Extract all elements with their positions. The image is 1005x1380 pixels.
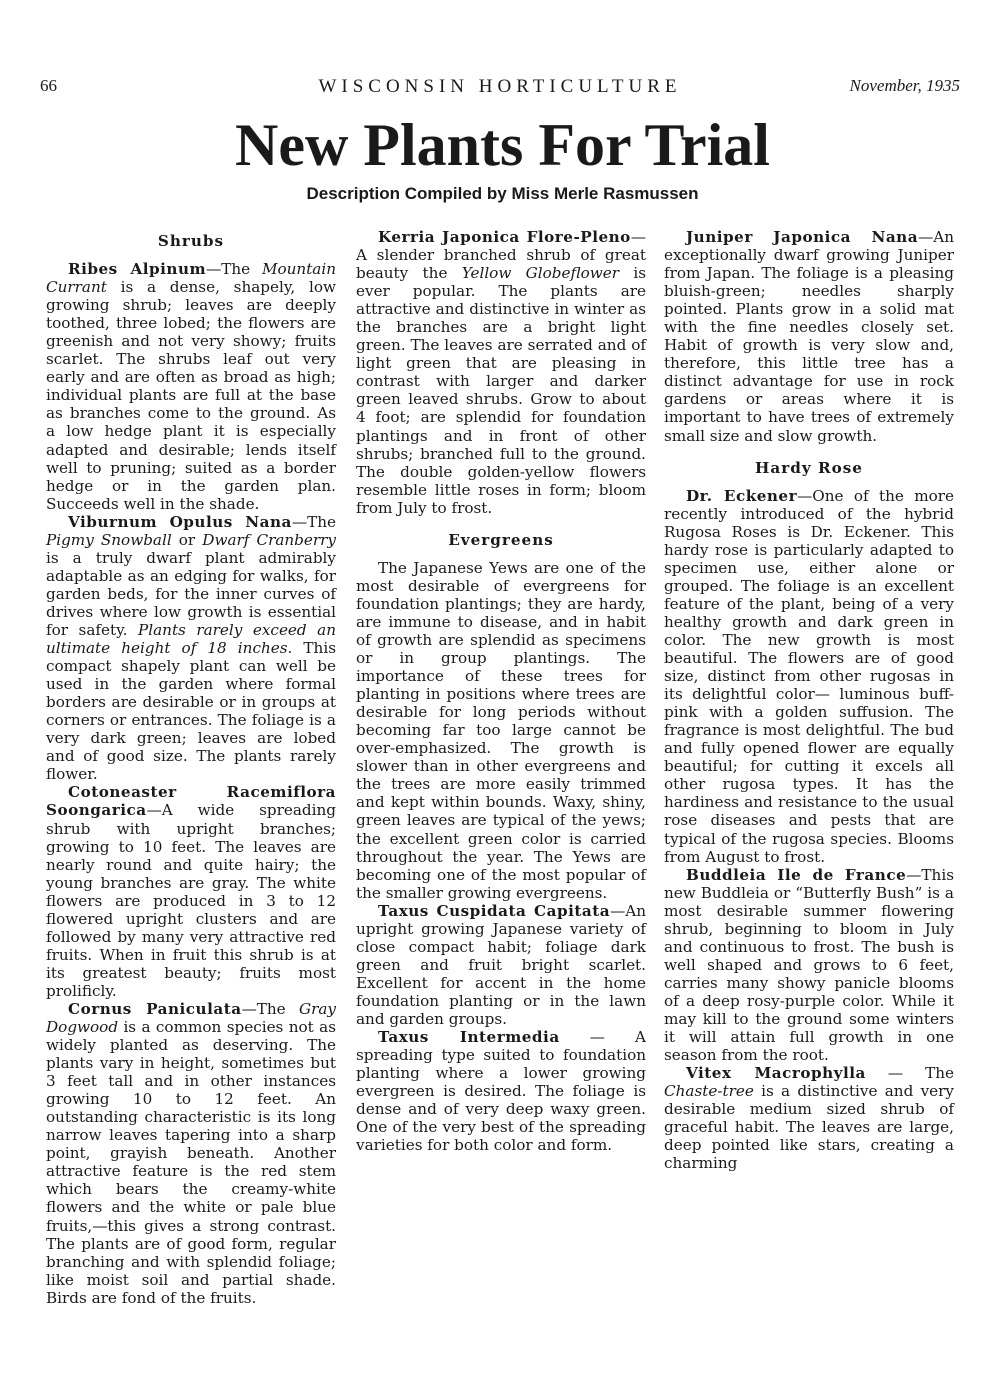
entry-lead: Taxus Cuspidata Capitata	[378, 901, 611, 920]
entry-viburnum: Viburnum Opulus Nana—The Pigmy Snowball or Dwarf Cranberry is a truly dwarf plant admirably adaptable as an edging for walks, for garden beds, for the inner curves of drives where low growth is essential for safety. Plants rarely exceed an ultimate height of 18 inches. This compact shapely plant can well be used in the garden where formal borders are desirable or in groups at corners or entrances. The foliage is a very dark green; leaves are lobed and of good size. The plants rarely flower.	[46, 512, 336, 784]
entry-lead: Kerria Japonica Flore-Pleno	[378, 228, 631, 246]
column-3	[664, 228, 954, 1348]
entry-lead: Ribes Alpinum	[68, 260, 207, 279]
entry-vitex: Vitex Macrophylla — The Chaste-tree is a distinctive and very desirable medium sized shrub of graceful habit. The leaves are large, deep pointed like stars, creating a charming	[664, 1064, 954, 1173]
entry-juniper: Juniper Japonica Nana—An exceptionally dwarf growing Juniper from Japan. The foliage is a pleasing bluish-green; needles sharply pointed. Plants grow in a solid mat with the fine needles closely set. Habit of growth is very slow and, therefore, this little tree has a distinct advantage for use in rock gardens or areas where it is important to have trees of extremely small size and slow growth.	[664, 228, 954, 445]
byline: Description Compiled by Miss Merle Rasmussen	[306, 184, 699, 203]
entry-ribes: Ribes Alpinum—The Mountain Currant is a dense, shapely, low growing shrub; leaves are deeply toothed, three lobed; the flowers are greenish and not very showy; fruits scarlet. The shrubs leaf out very early and are often as broad as high; individual plants are full at the base as branches come to the ground. As a low hedge plant it is especially adapted and desirable; lends itself well to pruning; suited as a border hedge or in the garden plan. Succeeds well in the shade.	[46, 260, 336, 513]
entry-lead: Dr. Eckener	[686, 486, 798, 505]
entry-lead: Juniper Japonica Nana	[686, 228, 919, 246]
entry-lead: Viburnum Opulus Nana	[68, 512, 292, 531]
entry-lead: Vitex Macrophylla	[686, 1064, 866, 1083]
entry-cornus: Cornus Paniculata—The Gray Dogwood is a common species not as widely planted as deserving. The plants vary in height, sometimes but 3 feet tall and in other instances growing 10 to 12 feet. An outstanding characteristic is its long narrow leaves tapering into a sharp point, grayish beneath. Another attractive feature is the red stem which bears the creamy-white flowers and the white or pale blue fruits,—this gives a strong contrast. The plants are of good form, regular branching and with splendid foliage; like moist soil and partial shade. Birds are fond of the fruits.	[46, 999, 337, 1307]
entry-lead: Cotoneaster Racemiflora Soongarica	[46, 783, 336, 820]
entry-buddleia: Buddleia Ile de France—This new Buddleia or “Butterfly Bush” is a most desirable summer flowering shrub, beginning to bloom in July and continuous to frost. The bush is well shaped and grows to 6 feet, carries many showy panicle blooms of a deep rosy-purple color. While it may kill to the ground some winters it will attain full growth in one season from the root.	[664, 865, 954, 1065]
entry-eckener: Dr. Eckener—One of the more recently introduced of the hybrid Rugosa Roses is Dr. Eckener. This hardy rose is particularly adapted to specimen use, either alone or grouped. The foliage is an excellent feature of the plant, being of a very healthy growth and dark green in color. The new growth is most beautiful. The flowers are of good size, distinct from other rugosas in its delightful color— luminous buff-pink with a golden suffusion. The fragrance is most delightful. The bud and fully opened flower are equally beautiful; for cutting it excels all other rugosa types. It has the hardiness and resistance to the usual rose diseases and pests that are typical of the rugosa species. Blooms from August to frost.	[664, 486, 954, 866]
common-name: Chaste-tree	[664, 1082, 754, 1101]
common-name: Dwarf Cranberry	[202, 530, 336, 549]
height-note: Plants rarely exceed an ultimate height of 18 inches.	[46, 620, 336, 658]
common-name: Gray Dogwood	[46, 999, 337, 1037]
column-1	[46, 228, 336, 1348]
yews-intro: The Japanese Yews are one of the most desirable of evergreens for foundation plantings; they are hardy, are immune to disease, and in habit of growth are splendid as specimens or in group plantings. The importance of these trees for planting in positions where trees are desirable for long periods without becoming far too large cannot be over-emphasized. The growth is slower than in other evergreens and the trees are more easily trimmed and kept within bounds. Waxy, shiny, green leaves are typical of the yews; the excellent green color is carried throughout the year. The Yews are becoming one of the most popular of the smaller growing evergreens.	[356, 558, 646, 902]
entry-lead: Buddleia Ile de France	[686, 865, 907, 884]
entry-kerria: Kerria Japonica Flore-Pleno—A slender branched shrub of great beauty the Yellow Globeflower is ever popular. The plants are attractive and distinctive in winter as the branches are a bright light green. The leaves are serrated and of light green that are pleasing in contrast with larger and darker green leaved shrubs. Grow to about 4 foot; are splendid for foundation plantings and in front of other shrubs; branched full to the ground. The double golden-yellow flowers resemble little roses in form; bloom from July to frost.	[356, 228, 646, 517]
common-name: Pigmy Snowball	[46, 530, 172, 549]
section-heading-shrubs: Shrubs	[157, 232, 225, 250]
common-name: Mountain Currant	[46, 260, 336, 297]
page-number: 66	[40, 76, 57, 95]
journal-name: WISCONSIN HORTICULTURE	[318, 76, 682, 97]
section-heading-evergreens: Evergreens	[448, 530, 554, 549]
entry-taxus-capitata: Taxus Cuspidata Capitata—An upright growing Japanese variety of close compact habit; foliage dark green and fruit bright scarlet. Excellent for accent in the home foundation planting or in the lawn and garden groups.	[356, 901, 646, 1028]
column-2	[356, 228, 646, 1348]
headline: New Plants For Trial	[235, 112, 770, 178]
issue-date: November, 1935	[849, 76, 960, 95]
common-name: Yellow Globeflower	[461, 264, 620, 283]
entry-lead: Cornus Paniculata	[68, 999, 242, 1018]
entry-cotoneaster: Cotoneaster Racemiflora Soongarica—A wide spreading shrub with upright branches; growing to 10 feet. The leaves are nearly round and quite hairy; the young branches are gray. The white flowers are produced in 3 to 12 flowered upright clusters and are followed by many very attractive red fruits. When in fruit this shrub is at its greatest beauty; fruits most prolificly.	[46, 783, 336, 1000]
section-heading-hardy-rose: Hardy Rose	[755, 458, 863, 477]
entry-taxus-intermedia: Taxus Intermedia — A spreading type suited to foundation planting where a lower growing evergreen is desired. The foliage is dense and of very deep waxy green. One of the very best of the spreading varieties for both color and form.	[356, 1028, 646, 1155]
entry-lead: Taxus Intermedia	[378, 1028, 560, 1047]
running-head	[40, 76, 960, 100]
